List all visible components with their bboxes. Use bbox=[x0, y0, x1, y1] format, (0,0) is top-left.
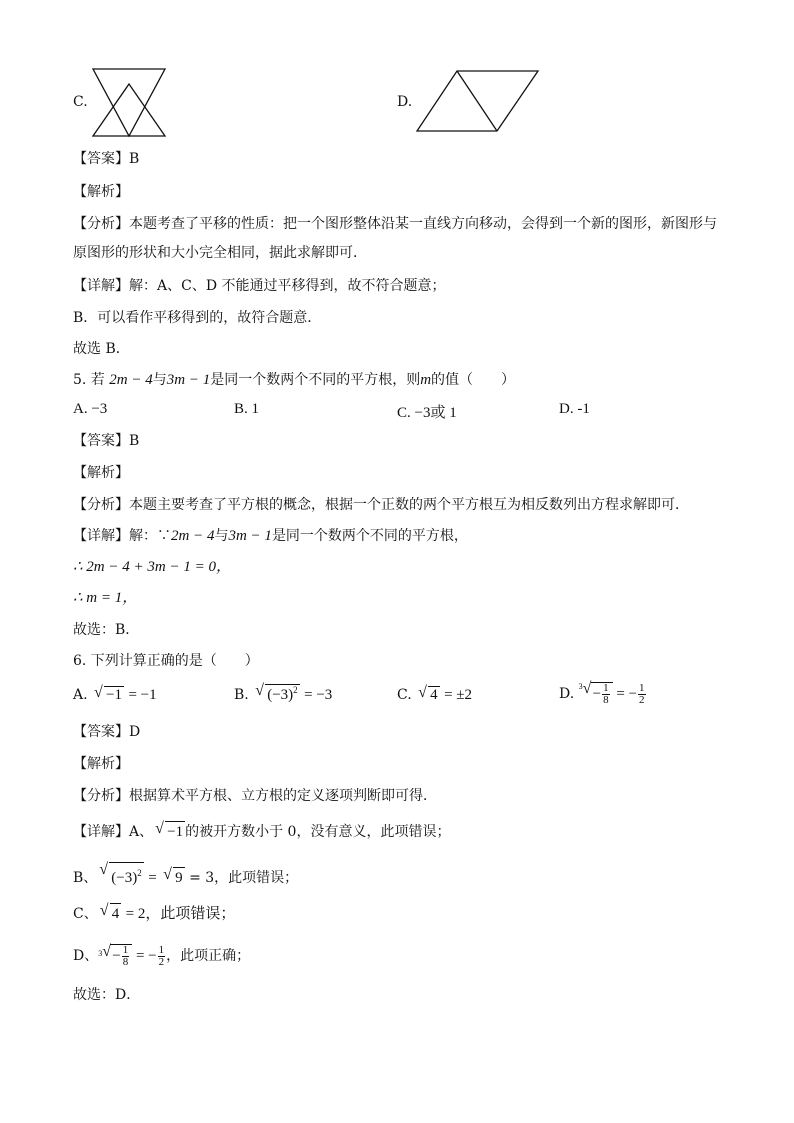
q6-xiangjie-b: B、 √ $(-3)^2$ = √ 9 = 3，此项错误； bbox=[73, 861, 299, 886]
sqrt-symbol: √ −1 bbox=[155, 820, 184, 840]
q5-fenxi: 【分析】本题主要考查了平方根的概念，根据一个正数的两个平方根互为相反数列出方程求解即可． bbox=[73, 497, 689, 513]
option-d-label: D. bbox=[397, 94, 413, 110]
q5-conclusion: 故选：B． bbox=[73, 622, 140, 638]
q6-option-c: C. √ 4 = ±2 bbox=[397, 684, 473, 703]
q5-option-c: C. −3或 1 bbox=[397, 405, 457, 421]
option-c-label: C. bbox=[73, 94, 88, 110]
q4-conclusion: 故选 B． bbox=[73, 341, 130, 357]
q5-xiangjie: 【详解】解：∵2m − 4与3m − 1是同一个数两个不同的平方根， bbox=[73, 528, 468, 544]
q6-xiangjie-d: D、$^3$ √ − $\frac{1}{8}$ = − $\frac{1}{2}$ ，此项正确； bbox=[73, 943, 251, 968]
q6-jiexi: 【解析】 bbox=[73, 756, 129, 772]
q4-answer: 【答案】B bbox=[73, 151, 140, 167]
q5-option-a: A. −3 bbox=[73, 401, 108, 417]
q4-fenxi-line2: 原图形的形状和大小完全相同，据此求解即可． bbox=[73, 245, 367, 261]
q5-jiexi: 【解析】 bbox=[73, 465, 129, 481]
q5-option-d: D. -1 bbox=[559, 401, 590, 417]
q6-fenxi: 【分析】根据算术平方根、立方根的定义逐项判断即可得． bbox=[73, 788, 437, 804]
q6-option-b: B. √ $(-3)^2 = -3$ bbox=[234, 682, 333, 703]
q5-stem: 5. 若 2m − 4与3m − 1是同一个数两个不同的平方根，则m的值（ ） bbox=[73, 372, 516, 388]
sqrt-symbol: √ $(-3)^2$ bbox=[99, 861, 142, 886]
sqrt-symbol: √ −1 bbox=[94, 684, 122, 703]
q6-xiangjie-c: C、 √ 4 = 2，此项错误； bbox=[73, 902, 236, 922]
q5-expr2: 3m − 1 bbox=[166, 372, 211, 388]
sqrt-symbol: √ 9 bbox=[163, 866, 183, 886]
q5-step1: ∴ 2m − 4 + 3m − 1 = 0， bbox=[73, 559, 231, 575]
q5-expr1: 2m − 4 bbox=[109, 372, 153, 388]
q4-xiangjie-line1: 【详解】解：A、C、D 不能通过平移得到，故不符合题意； bbox=[73, 278, 446, 294]
sqrt-symbol: √ 4 bbox=[418, 684, 438, 703]
q6-option-a: A. √ −1 = −1 bbox=[73, 684, 157, 703]
q6-answer: 【答案】D bbox=[73, 724, 141, 740]
option-d-figure bbox=[414, 68, 540, 134]
option-c-figure bbox=[88, 66, 168, 140]
sqrt-symbol: √ $(-3)^2$ bbox=[255, 682, 298, 703]
sqrt-symbol: √ 4 bbox=[99, 902, 120, 922]
cube-root-expression: $^3$ √ − $\frac{1}{8}$ = − $\frac{1}{2}$ bbox=[98, 943, 165, 968]
q6-option-d: D. $^3$ √ − $\frac{1}{8}$ = − $\frac{1}{2}$ bbox=[559, 680, 645, 706]
q6-stem: 6. 下列计算正确的是（ ） bbox=[73, 653, 259, 669]
q5-answer: 【答案】B bbox=[73, 433, 140, 449]
q4-jiexi: 【解析】 bbox=[73, 184, 129, 200]
q5-option-b: B. 1 bbox=[234, 401, 260, 417]
q6-conclusion: 故选：D． bbox=[73, 987, 141, 1003]
cube-root-expression: $^3$ √ − $\frac{1}{8}$ = − $\frac{1}{2}$ bbox=[578, 680, 645, 706]
q4-xiangjie-line2: B．可以看作平移得到的，故符合题意． bbox=[73, 310, 322, 326]
q6-xiangjie-a: 【详解】A、 √ −1 的被开方数小于 0，没有意义，此项错误； bbox=[73, 820, 451, 840]
q5-step2: ∴ m = 1， bbox=[73, 590, 138, 606]
q4-fenxi-line1: 【分析】本题考查了平移的性质：把一个图形整体沿某一直线方向移动，会得到一个新的图形，新图形与 bbox=[73, 216, 717, 232]
